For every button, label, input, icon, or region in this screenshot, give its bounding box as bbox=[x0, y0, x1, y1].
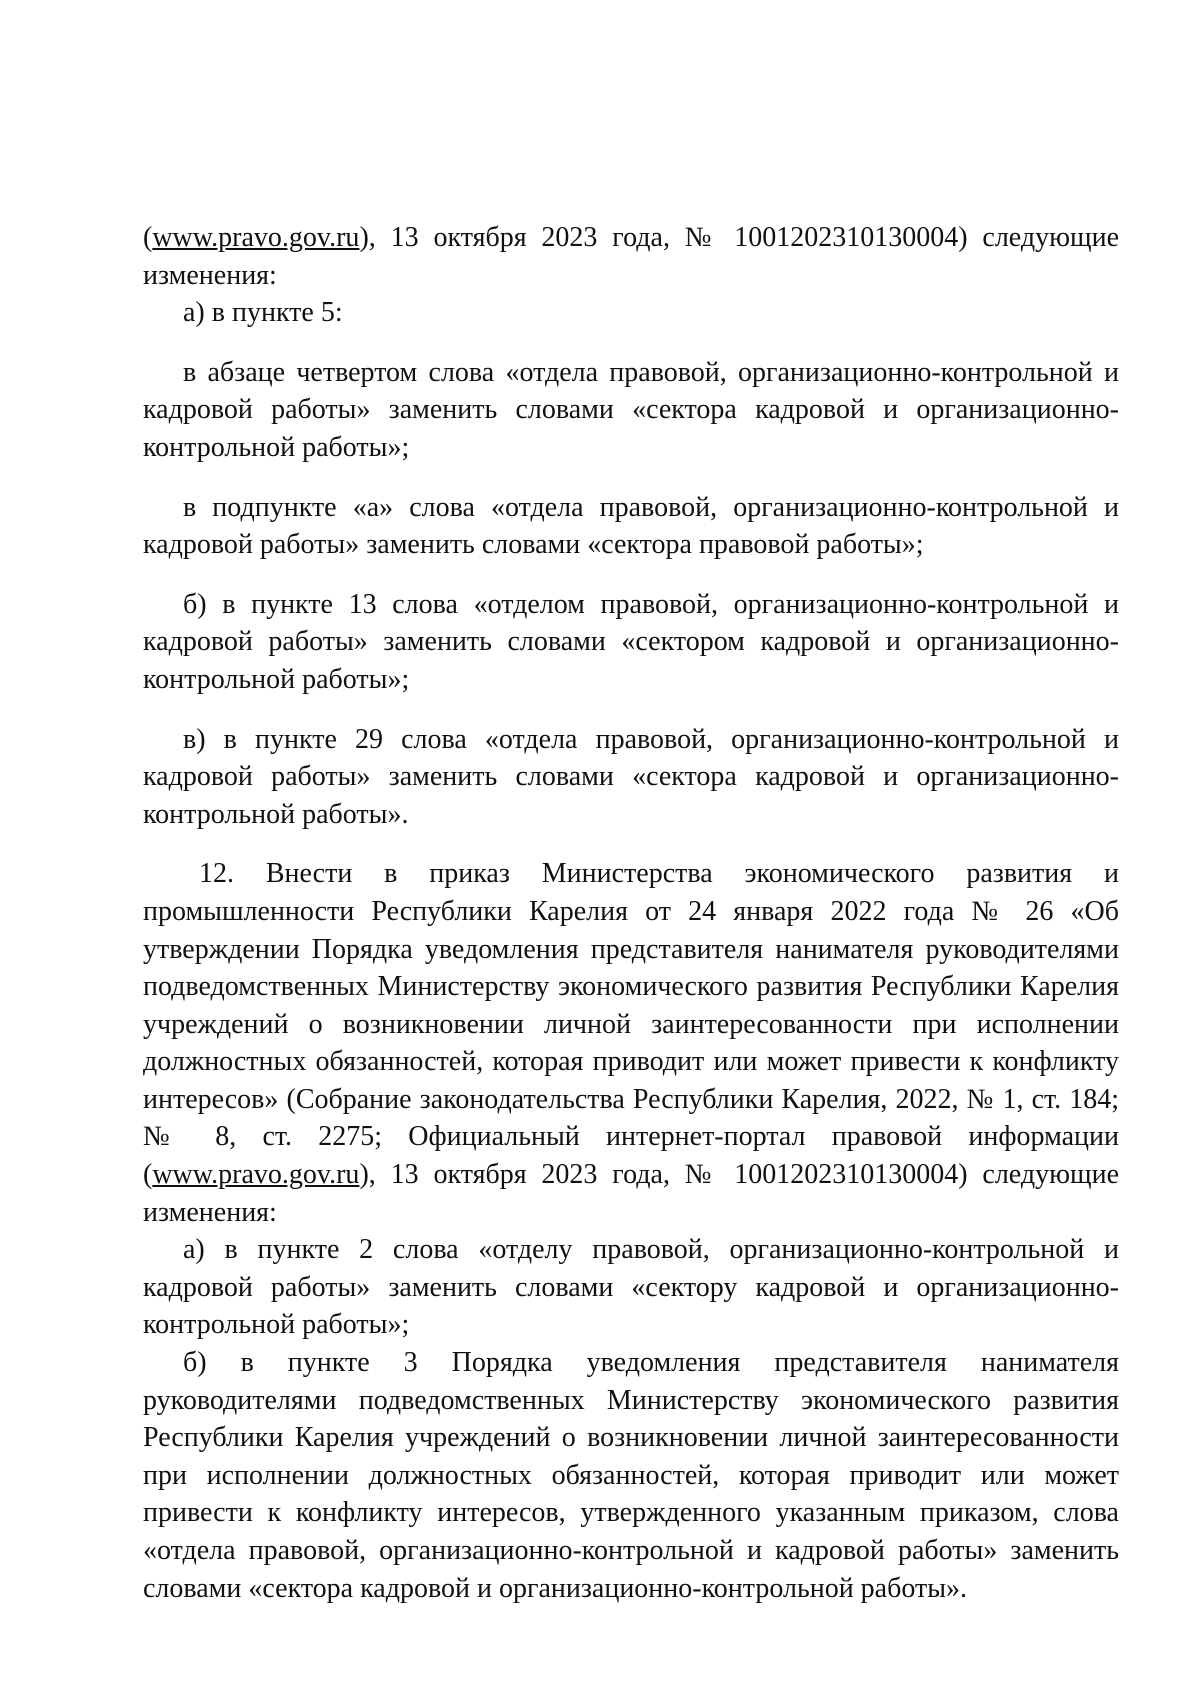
document-page bbox=[143, 219, 1119, 1607]
paragraph-subitem-v: в) в пункте 29 слова «отдела правовой, организационно-контрольной и кадровой работы» заменить словами «сектора кадровой и организационно-контрольной работы». bbox=[143, 723, 1119, 830]
paragraph-subitem-b: б) в пункте 13 слова «отделом правовой, организационно-контрольной и кадровой работы» заменить словами «сектором кадровой и организационно-контрольной работы»; bbox=[143, 588, 1119, 695]
text-segment: ), 13 октября 2023 года, № 1001202310130004) следующие изменения: bbox=[143, 222, 1119, 291]
paragraph-item-12 bbox=[143, 855, 1119, 1231]
paragraph-12-a: а) в пункте 2 слова «отделу правовой, организационно-контрольной и кадровой работы» заменить словами «сектору кадровой и организационно-контрольной работы»; bbox=[143, 1234, 1119, 1341]
pravo-link[interactable]: www.pravo.gov.ru bbox=[152, 1159, 360, 1191]
text-segment: ( bbox=[143, 222, 153, 253]
paragraph-continuation bbox=[143, 219, 1119, 294]
text-segment: ), 13 октября 2023 года, № 1001202310130004) следующие изменения: bbox=[143, 1159, 1119, 1228]
pravo-link[interactable]: www.pravo.gov.ru bbox=[152, 222, 360, 253]
paragraph-subitem-a: а) в пункте 5: bbox=[183, 297, 343, 329]
text-segment: 12. Внести в приказ Министерства экономического развития и промышленности Республики Карелия от 24 января 2022 года № 26 «Об утверждении Порядка уведомления представителя нанимателя руководителями подведомственных Министерству экономического развития Республики Карелия учреждений о возникновении личной заинтересованности при исполнении должностных обязанностей, которая приводит или может привести к конфликту интересов» (Собрание законодательства Республики Карелия, 2022, № 1, ст. 184; № 8, ст. 2275; Официальный интернет-портал правовой информации ( bbox=[143, 858, 1119, 1191]
paragraph-podpunkt-a: в подпункте «а» слова «отдела правовой, организационно-контрольной и кадровой работы» заменить словами «сектора правовой работы»; bbox=[143, 491, 1119, 561]
paragraph-12-b: б) в пункте 3 Порядка уведомления представителя нанимателя руководителями подведомственных Министерству экономического развития Республики Карелия учреждений о возникновении личной заинтересованности при исполнении должностных обязанностей, которая приводит или может привести к конфликту интересов, утвержденного указанным приказом, слова «отдела правовой, организационно-контрольной и кадровой работы» заменить словами «сектора кадровой и организационно-контрольной работы». bbox=[143, 1347, 1119, 1604]
paragraph-abzac-4: в абзаце четвертом слова «отдела правовой, организационно-контрольной и кадровой работы» заменить словами «сектора кадровой и организационно-контрольной работы»; bbox=[143, 356, 1119, 463]
